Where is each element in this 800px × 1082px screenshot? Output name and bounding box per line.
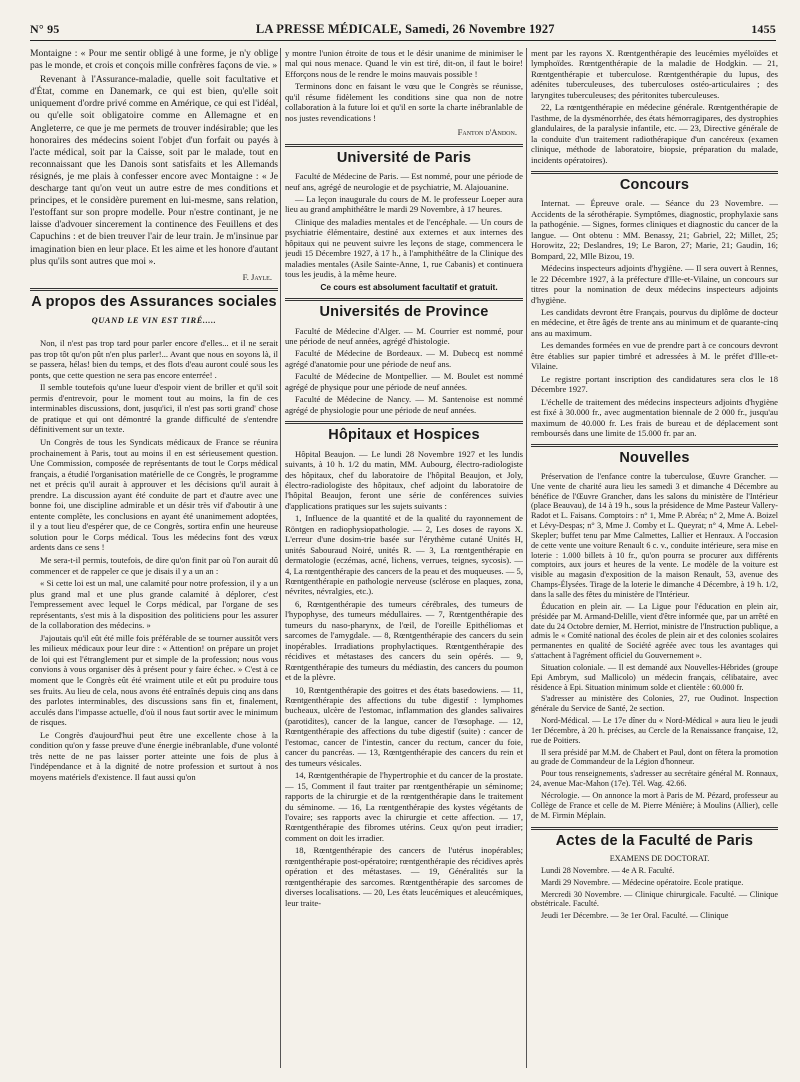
- paragraph: Le registre portant inscription des candidatures sera clos le 18 Décembre 1927.: [531, 373, 778, 395]
- paragraph: Revenant à l'Assurance-maladie, quelle soit facultative et d'État, comme en Danemark, ce qui est bien, qu'elle soit uniquement d'ordre privé comme en Amérique, ce qui est l'idéal, ou qu'elle soit obligatoire comme en Allemagne et en Angleterre, ce que je me permets de trouver indésirable; que les honoraires des médecins soient l'objet d'un forfait ou payés à l'acte médical, soit par la Caisse, soit par le malade, tout en reconnaissant que les Danois sont satisfaits et les Allemands résignés, je me plais à confesser encore avec Montaigne : « Je descharge tant qu'on veut un autre estre de mes conditions et principes, et le considère purement en lui-mesme, sans relation, l'estoffant sur son propre modelle. Pour n'estre continant, je ne laisse d'advouer sincerement la continence des Feuillens et des Capuchins : et de bien treuver l'air de leur train. Je m'insinue par imagination bien en leur place. Et les aime et les honore d'autant plus qu'ils sont autres que moi ».: [30, 74, 278, 267]
- column-divider: [526, 48, 527, 1068]
- paragraph: Me sera-t-il permis, toutefois, de dire qu'on finit par où l'on aurait dû commencer et de rappeler ce que je disais il y a un an :: [30, 554, 278, 576]
- paragraph: — La leçon inaugurale du cours de M. le professeur Loeper aura lieu au grand amphithéâtre le mardi 29 Novembre, à 17 heures.: [285, 193, 523, 215]
- paragraph: Il semble toutefois qu'une lueur d'espoir vient de briller et qu'il soit permis d'entrevoir, pour le moment tout au moins, la fin de ces interminables discussions, dont, jusqu'ici, il n'est pas sorti grand' chose de pratique et qui ont démontré la grande difficulté de s'entendre définitivement sur un texte.: [30, 382, 278, 435]
- paragraph: 22, La rœntgenthérapie en médecine générale. Rœntgenthérapie de l'asthme, de la dysménorrhée, des états hémorragipares, des dystrophies glandulaires, de la paralysie infantile, etc. — 23, Directive générale de la conduite d'un traitement radiothérapique d'un cancéreux (examen clinique, méthode de laboratoire, biopsie, préparation du malade, incidents opératoires).: [531, 102, 778, 165]
- signature: Fanton d'Andon.: [457, 127, 517, 138]
- page-number: 1455: [751, 22, 776, 36]
- section-divider: [30, 288, 278, 291]
- paragraph: J'ajoutais qu'il eût été mille fois préférable de se tourner aussitôt vers les milieux médicaux pour leur dire : « Attention! on prépare un projet de loi qui est l'étranglement pur et simple de la profession; nous vous convions à vous organiser dès à présent pour y faire échec. » C'est à ce moment que le Congrès eût été vraiment utile et eût pu produire tous ses fruits. Au lieu de cela, nous avons été entraînés depuis cinq ans dans des parlotes interminables, des discussions sans fin et, finalement, acculés dans l'impasse actuelle, d'où il nous faut sortir avec le minimum de risques.: [30, 632, 278, 728]
- paragraph: Faculté de Médecine de Nancy. — M. Santenoise est nommé agrégé de physiologie pour une période de neuf années.: [285, 394, 523, 415]
- subheading: EXAMENS DE DOCTORAT.: [609, 854, 710, 863]
- section-divider: [285, 298, 523, 301]
- journal-title: LA PRESSE MÉDICALE, Samedi, 26 Novembre 1927: [255, 22, 555, 36]
- paragraph: Faculté de Médecine de Paris. — Est nommé, pour une période de neuf ans, agrégé de neurologie et de psychiatrie, M. Alajouanine.: [285, 171, 523, 192]
- column-divider: [280, 48, 281, 1068]
- paragraph: Non, il n'est pas trop tard pour parler encore d'elles... et il ne serait pas trop tôt qu'on pût n'en plus parler!... Avant que nous en soyons là, il se passera, hélas! bien du temps, et des flots d'eau auront coulé sous les ponts, que cette question ne sera pas encore enterrée! .: [30, 338, 278, 380]
- header-rule: [30, 40, 776, 41]
- paragraph: Clinique des maladies mentales et de l'encéphale. — Un cours de psychiatrie élémentaire, destiné aux externes et aux internes des hôpitaux qui ne peuvent suivre les leçons de stage, commencera le jeudi 15 Décembre 1927, à 17 h., à l'amphithéâtre de la Clinique des maladies mentales (Asile Sainte-Anne, 1, rue Cabanis) et continuera tous les jeudis, à la même heure.: [285, 216, 523, 280]
- article-subtitle: QUAND LE VIN EST TIRÉ.....: [91, 315, 217, 325]
- paragraph: 14, Rœntgenthérapie de l'hypertrophie et du cancer de la prostate. — 15, Comment il faut traiter par rœntgenthérapie un séminome; rapports de la chirurgie et de la rœntgenthérapie dans le traitement du séminome. — 16, La rœntgenthérapie des kystes végétants de l'ovaire; ses rapports avec la chirurgie et cette affection. — 17, Rœntgenthérapie des fibromes utérins. Ceux qu'on peut irradier; comment on doit les irradier.: [285, 770, 523, 843]
- paragraph: « Si cette loi est un mal, une calamité pour notre profession, il y a un plus grand mal et une plus grande calamité à déplorer, c'est l'empressement avec lequel le Corps médical, par l'organe de ses représentants, s'est mis à la disposition des politiciens pour les assurer de la collaboration des médecins. »: [30, 578, 278, 631]
- paragraph: 18, Rœntgenthérapie des cancers de l'utérus inopérables; rœntgenthérapie post-opératoire; rœntgenthérapie des récidives après opération et des métastases. — 19, Généralités sur la rœntgenthérapie des sarcomes. Rœntgenthérapie des sarcomes de diverses localisations. — 20, Les états leucémiques et aleucémiques, leur traite-: [285, 845, 523, 908]
- section-title: Concours: [619, 176, 690, 193]
- section-title: Nouvelles: [619, 450, 690, 467]
- column-1: [30, 48, 278, 1072]
- column-2: [285, 48, 523, 1072]
- paragraph: Faculté de Médecine de Bordeaux. — M. Dubecq est nommé agrégé d'anatomie pour une période de neuf ans.: [285, 348, 523, 369]
- section-divider: [285, 144, 523, 147]
- paragraph: Jeudi 1er Décembre. — 3e 1er Oral. Faculté. — Clinique: [541, 911, 729, 921]
- paragraph: Préservation de l'enfance contre la tuberculose, Œuvre Grancher. — Une vente de charité aura lieu les samedi 3 et dimanche 4 Décembre au bénéfice de l'Œuvre Grancher, dans les salons du ministère de l'Intérieur (place Beauvau), de 14 à 19 h., sous la présidence de Mme Pasteur Vallery-Radot et L. Faisans. Comptoirs : n° 1, Mme P. Abréa; n° 2, Mme A. Boizel et Lévy-Despas; n° 3, Mme J. Comby et L. Queyrat; n° 4, Mme A. Lebel-Skepler; buffet tenu par Mme Calmettes, Lallier et Henraux. A l'occasion de cette vente une voiture Renault 6 c. v., conduite intérieure, sera mise en loterie : 1.000 billets à 10 fr., qu'on pourra se procurer aux différents comptoirs, aux jours et heures de la vente. Le modèle de la voiture est visible au magasin d'exposition de la maison Renault, 53, avenue des Champs-Élysées. Tirage de la loterie le dimanche 4 Décembre, à 19 h. 1/2, dans la salle des fêtes du ministère de l'Intérieur.: [531, 471, 778, 599]
- paragraph: Mercredi 30 Novembre. — Clinique chirurgicale. Faculté. — Clinique obstétricale. Faculté.: [531, 889, 778, 909]
- paragraph: Pour tous renseignements, s'adresser au secrétaire général M. Ronnaux, 24, avenue Mac-Mahon (17e). Tél. Wag. 42.66.: [531, 769, 778, 789]
- paragraph: ment par les rayons X. Rœntgenthérapie des leucémies myéloïdes et lymphoïdes. Rœntgenthérapie de la maladie de Hodgkin. — 21, Rœntgenthérapie et tuberculose. Rœntgenthérapie du lupus, des adénites tuberculeuses, des tuberculoses ostéo-articulaires ; des laryngites tuberculeuses; des péritonites tuberculeuses.: [531, 48, 778, 100]
- paragraph: Nécrologie. — On annonce la mort à Paris de M. Pézard, professeur au Collège de France et celle de M. Pierre Ménière; à Moulins (Allier), celle de M. Firmin Méplain.: [531, 791, 778, 820]
- paragraph: Situation coloniale. — Il est demandé aux Nouvelles-Hébrides (groupe Epi Ambrym, sud Mallicolo) un médecin français, célibataire, avec résidence à Epi. Situation minimum solde et clientèle : 60.000 fr.: [531, 662, 778, 692]
- paragraph: Il sera présidé par M.M. de Chabert et Paul, dont on fêtera la promotion au grade de Commandeur de la Légion d'honneur.: [531, 747, 778, 767]
- section-divider: [531, 827, 778, 830]
- paragraph: Mardi 29 Novembre. — Médecine opératoire. Ecole pratique.: [541, 877, 744, 887]
- section-title: Universités de Province: [319, 304, 489, 321]
- paragraph: Internat. — Épreuve orale. — Séance du 23 Novembre. — Accidents de la sérothérapie. Symptômes, diagnostic, prophylaxie sans la pathogénie. — Signes, formes cliniques et diagnostic du cancer de la langue. — Ont obtenu : MM. Benassy, 21; Gabriel, 22; Millet, 25; Horowitz, 22; Deslandres, 19; Le Baron, 27; Marie, 21; Gaudin, 16; Bompard, 22, Mlle Bizou, 19.: [531, 198, 778, 261]
- paragraph: 10, Rœntgenthérapie des goitres et des états basedowiens. — 11, Rœntgenthérapie des affections du tube digestif : lymphomes bucheaux, ulcère de l'estomac, inflammation des glandes salivaires (parotidites), cancer de la langue, cancer de l'œsophage. — 12, Rœntgenthérapie des affections du tube digestif (suite) : cancer de l'estomac, cancer de l'intestin, cancer du rectum, cancer du foie, cancer du pancréas. — 13, Rœntgenthérapie des cancers du rein et des tumeurs vésicales.: [285, 684, 523, 768]
- paragraph: L'échelle de traitement des médecins inspecteurs adjoints d'hygiène est fixé à 30.000 fr., avec augmentation biennale de 2 000 fr., jusqu'au maximum de 40.000 fr. Les frais de bureau et de déplacement sont remboursés dans une limite de 15.000 fr. par an.: [531, 396, 778, 438]
- paragraph: Les demandes formées en vue de prendre part à ce concours devront être établies sur papier timbré et adressées à M. le préfet d'Ille-et-Vilaine.: [531, 340, 778, 372]
- section-title: Université de Paris: [336, 149, 472, 166]
- paragraph: Éducation en plein air. — La Ligue pour l'éducation en plein air, présidée par M. Armand-Delille, vient d'être informée que, par un arrêté en date du 24 Octobre dernier, M. Herriot, ministre de l'Instruction publique, a admis le « Comité national des écoles de plein air et des colonies scolaires permanentes en qualité de Société agréée avec tous les avantages qui s'attachent à l'agrément officiel du Gouvernement ».: [531, 601, 778, 661]
- signature: F. Jayle.: [242, 271, 272, 282]
- section-title: A propos des Assurances sociales: [31, 294, 277, 311]
- paragraph: Faculté de Médecine d'Alger. — M. Courrier est nommé, pour une période de neuf années, agrégé d'histologie.: [285, 325, 523, 346]
- paragraph: S'adresser au ministère des Colonies, 27, rue Oudinot. Inspection générale du Service de Santé, 2e section.: [531, 694, 778, 714]
- paragraph: Un Congrès de tous les Syndicats médicaux de France se réunira prochainement à Paris, tout au moins il en est sérieusement question. Une Commission, composée de représentants de tout le Corps médical français, a étudié l'organisation matérielle de ce Congrès, le programme net et précis qu'il aurait à approuver et les décisions qu'il aurait à prendre. La discussion ayant été conduite de part et d'autre avec une bonne foi, une discipline admirable et un désir très vif d'aboutir à une entente complète, les conclusions en ayant été unanimement adoptées, il y a tout lieu d'espérer que, de ce Congrès, sortira enfin une heureuse solution pour le Corps médical. Tous les médecins font des vœux ardents dans ce sens !: [30, 436, 278, 553]
- paragraph: Les candidats devront être Français, pourvus du diplôme de docteur en médecine, et être âgés de trente ans au minimum et de quarante-cinq ans au maximum.: [531, 306, 778, 338]
- section-title: Hôpitaux et Hospices: [328, 427, 480, 444]
- paragraph: Lundi 28 Novembre. — 4e A R. Faculté.: [541, 865, 675, 875]
- paragraph: Le Congrès d'aujourd'hui peut être une excellente chose à la condition qu'on y fasse preuve d'une énergie inébranlable, d'une volonté très nette de ne pas laisser porter atteinte une fois de plus à l'indépendance et à la dignité de notre profession et surtout à nos moyens matériels d'existence. Il faut aussi qu'on: [30, 729, 278, 782]
- issue-number: N° 95: [30, 22, 60, 36]
- paragraph: Médecins inspecteurs adjoints d'hygiène. — Il sera ouvert à Rennes, le 22 Décembre 1927, à la préfecture d'Ille-et-Vilaine, un concours sur titres pour la nomination de deux médecins inspecteurs adjoints d'hygiène.: [531, 263, 778, 305]
- section-divider: [285, 421, 523, 424]
- paragraph: 1, Influence de la quantité et de la qualité du rayonnement de Röntgen en radiophysiopathologie. — 2, Les doses de rayons X. L'erreur d'une dosim-trie basée sur l'érythème cutané Unités H, unités Sabouraud Noiré, unités R. — 3, La rœntgenthérapie en dermatologie (eczémas, acné, lichens, verrues, teignes, sycosis). — 4, La rœntgenthérapie des cancers de la peau et des muqueuses. — 5, Rœntgenthérapie en pathologie nerveuse (sclérose en plaques, zona, névrites, névralgies, etc.).: [285, 513, 523, 597]
- section-divider: [531, 171, 778, 174]
- paragraph: Faculté de Médecine de Montpellier. — M. Boulet est nommé agrégé de physique pour une période de neuf années.: [285, 371, 523, 392]
- section-title: Actes de la Faculté de Paris: [555, 832, 754, 849]
- column-3: [531, 48, 778, 1072]
- section-divider: [531, 444, 778, 447]
- paragraph: Hôpital Beaujon. — Le lundi 28 Novembre 1927 et les lundis suivants, à 10 h. 1/2 du matin, MM. Aubourg, électro-radiologiste des hôpitaux, chef du laboratoire de l'hôpital Beaujon, et Joly, électro-radiologiste des hôpitaux, chef adjoint du laboratoire de l'hôpital Beaujon, feront une série de conférences suivies d'applications pratiques sur les sujets suivants :: [285, 448, 523, 511]
- page-header: [30, 22, 776, 38]
- paragraph: Terminons donc en faisant le vœu que le Congrès se réunisse, qu'il résume fidèlement les conditions sine qua non de notre collaboration à la future loi et qu'il en sorte la charte inébranlable de nos justes revendications !: [285, 81, 523, 123]
- paragraph: Montaigne : « Pour me sentir obligé à une forme, je n'y oblige pas le monde, et crois et conçois mille confrères façons de vie. »: [30, 48, 278, 72]
- paragraph: Nord-Médical. — Le 17e dîner du « Nord-Médical » aura lieu le jeudi 1er Décembre, à 20 h. précises, au Cercle de la Renaissance française, 12, rue de Poitiers.: [531, 716, 778, 745]
- paragraph: Ce cours est absolument facultatif et gratuit.: [320, 281, 498, 292]
- paragraph: 6, Rœntgenthérapie des tumeurs cérébrales, des tumeurs de l'hypophyse, des tumeurs médullaires. — 7, Rœntgenthérapie des tumeurs du naso-pharynx, de l'œil, de l'oreille Epithéliomas et sarcomes de l'amygdale. — 8, Rœntgenthérapie des cancers du sein inopérables. Irradiations prophylactiques. Rœntgenthérapie des récidives et métastases des cancers du sein opérés. — 9, Rœntgenthérapie des tumeurs du médiastin, des cancers du poumon et de la plèvre.: [285, 598, 523, 683]
- paragraph: y montre l'union étroite de tous et le désir unanime de minimiser le mal qui nous menace. Quand le vin est tiré, dit-on, il faut le boire! Efforçons nous de le rendre le moins mauvais possible !: [285, 48, 523, 79]
